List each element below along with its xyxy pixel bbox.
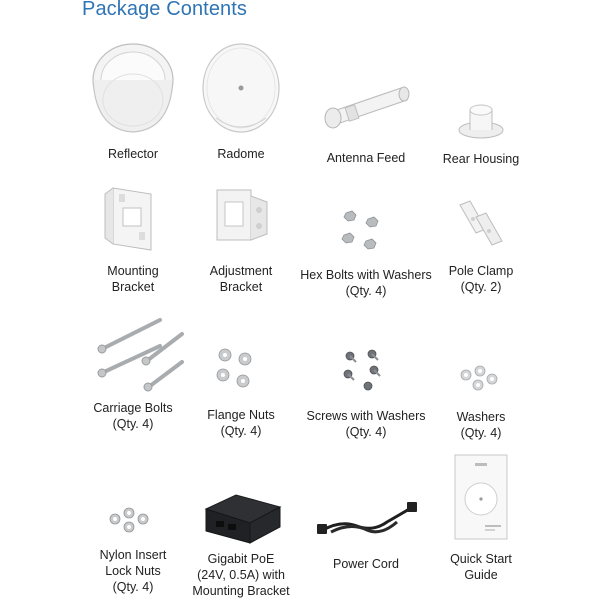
item-label: Screws with Washers (Qty. 4): [306, 409, 426, 439]
item-label: Pole Clamp (Qty. 2): [448, 264, 514, 294]
radome-icon: [186, 40, 296, 140]
item-label: Hex Bolts with Washers (Qty. 4): [300, 268, 432, 298]
screws-icon: [336, 348, 396, 394]
package-item-rear-housing: [406, 96, 556, 167]
item-label: Power Cord: [333, 557, 399, 571]
quick-start-guide-icon: [451, 453, 511, 543]
item-label: Antenna Feed: [326, 151, 406, 165]
rear-housing-icon: [446, 96, 516, 141]
lock-nuts-icon: [103, 505, 163, 535]
item-label: Flange Nuts (Qty. 4): [207, 408, 275, 438]
item-label: Nylon Insert Lock Nuts (Qty. 4): [99, 548, 167, 594]
item-label: Reflector: [107, 147, 159, 161]
item-label: Gigabit PoE (24V, 0.5A) with Mounting Bracket: [192, 552, 290, 598]
item-label: Washers (Qty. 4): [456, 410, 506, 440]
poe-adapter-icon: [196, 485, 286, 545]
item-label: Radome: [217, 147, 265, 161]
washers-icon: [456, 365, 506, 393]
mounting-bracket-icon: [93, 180, 173, 255]
item-label: Quick Start Guide: [450, 552, 512, 582]
item-label: Rear Housing: [442, 152, 520, 166]
package-item-pole-clamp: [406, 195, 556, 295]
adjustment-bracket-icon: [201, 180, 281, 255]
item-label: Mounting Bracket: [107, 264, 159, 294]
power-cord-icon: [311, 492, 421, 542]
page-title: Package Contents: [82, 0, 248, 20]
package-item-quick-start-guide: [406, 453, 556, 583]
flange-nuts-icon: [211, 345, 271, 393]
item-label: Carriage Bolts (Qty. 4): [93, 401, 173, 431]
item-label: Adjustment Bracket: [209, 264, 273, 294]
antenna-feed-icon: [311, 80, 421, 140]
hex-bolts-icon: [336, 205, 396, 255]
package-item-washers: [406, 365, 556, 441]
pole-clamp-icon: [446, 195, 516, 255]
